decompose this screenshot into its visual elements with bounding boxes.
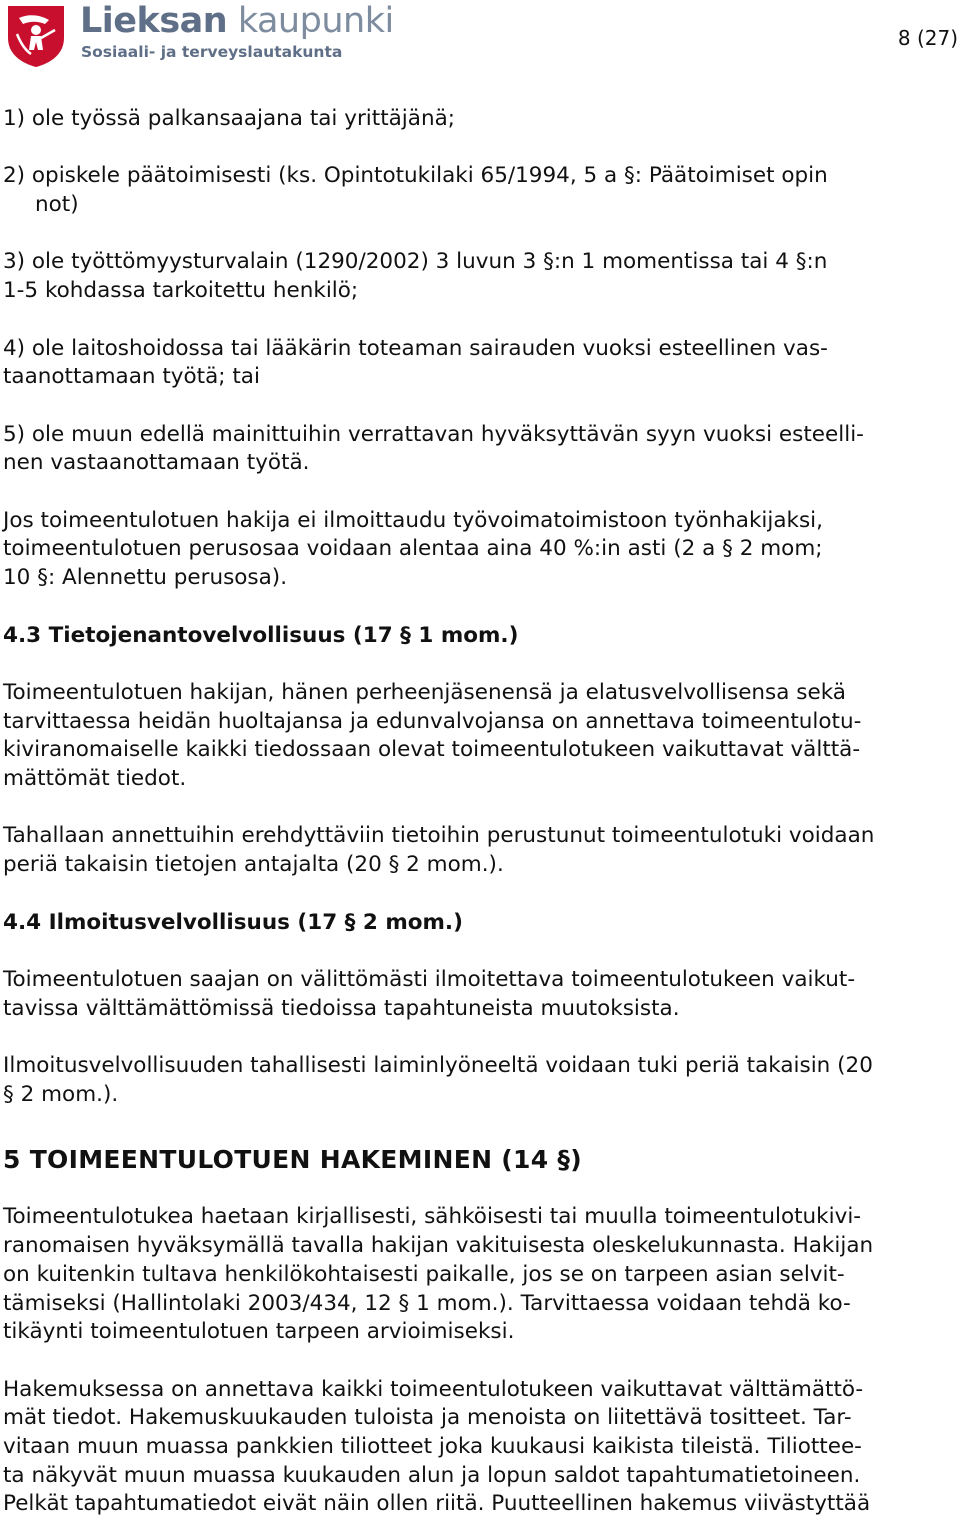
paragraph-line: toimeentulotuen perusosaa voidaan alentaa aina 40 %:in asti (2 a § 2 mom; (3, 536, 823, 562)
paragraph-line: Toimeentulotuen hakijan, hänen perheenjäsenensä ja elatusvelvollisensa sekä (3, 679, 846, 705)
section-heading-4-4: 4.4 Ilmoitusvelvollisuus (17 § 2 mom.) (3, 909, 463, 935)
paragraph-line: tarvittaessa heidän huoltajansa ja edunvalvojansa on annettava toimeentulotu- (3, 708, 862, 734)
logo-name-bold: Lieksan (80, 1, 228, 41)
list-item: 3) ole työttömyysturvalain (1290/2002) 3 luvun 3 §:n 1 momentissa tai 4 §:n (3, 249, 828, 275)
list-item: 4) ole laitoshoidossa tai lääkärin toteaman sairauden vuoksi esteellinen vas- (3, 335, 828, 361)
paragraph-line: mät tiedot. Hakemuskuukauden tuloista ja menoista on liitettävä tositteet. Tar- (3, 1405, 852, 1431)
paragraph-line: vitaan muun muassa pankkien tiliotteet joka kuukausi kaikista tileistä. Tiliottee- (3, 1434, 862, 1460)
page-number: 8 (27) (897, 26, 958, 50)
list-item: 5) ole muun edellä mainittuihin verrattavan hyväksyttävän syyn vuoksi esteelli- (3, 421, 864, 447)
paragraph-line: tavissa välttämättömissä tiedoissa tapahtuneista muutoksista. (3, 995, 680, 1021)
paragraph-line: mättömät tiedot. (3, 766, 187, 792)
paragraph-line: Ilmoitusvelvollisuuden tahallisesti laiminlyöneeltä voidaan tuki periä takaisin (20 (3, 1053, 873, 1079)
logo-subtitle: Sosiaali- ja terveyslautakunta (81, 43, 343, 61)
paragraph-line: Jos toimeentulotuen hakija ei ilmoittaudu työvoimatoimistoon työnhakijaksi, (3, 507, 823, 533)
paragraph-line: § 2 mom.). (3, 1081, 119, 1107)
list-item-continuation: taanottamaan työtä; tai (3, 364, 260, 390)
coat-of-arms-icon (5, 4, 67, 68)
paragraph-line: 10 §: Alennettu perusosa). (3, 565, 288, 591)
list-item: 2) opiskele päätoimisesti (ks. Opintotukilaki 65/1994, 5 a §: Päätoimiset opin (3, 163, 828, 189)
paragraph-line: periä takaisin tietojen antajalta (20 § 2 mom.). (3, 852, 504, 878)
logo-name-light: kaupunki (237, 1, 394, 41)
paragraph-line: ranomaisen hyväksymällä tavalla hakijan vakituisesta oleskelukunnasta. Hakijan (3, 1233, 874, 1259)
paragraph-line: tämiseksi (Hallintolaki 2003/434, 12 § 1 mom.). Tarvittaessa voidaan tehdä ko- (3, 1290, 851, 1316)
section-heading-4-3: 4.3 Tietojenantovelvollisuus (17 § 1 mom.) (3, 622, 519, 648)
document-body (3, 105, 958, 1519)
paragraph-line: ta näkyvät muun muassa kuukauden alun ja lopun saldot tapahtumatietoineen. (3, 1462, 861, 1488)
list-item: 1) ole työssä palkansaajana tai yrittäjänä; (3, 106, 455, 131)
chapter-heading-5: 5 TOIMEENTULOTUEN HAKEMINEN (14 §) (3, 1145, 582, 1175)
paragraph-line: Toimeentulotuen saajan on välittömästi ilmoitettava toimeentulotukeen vaikut- (3, 966, 856, 992)
list-item-continuation: nen vastaanottamaan työtä. (3, 450, 310, 476)
paragraph-line: Hakemuksessa on annettava kaikki toimeentulotukeen vaikuttavat välttämättö- (3, 1376, 864, 1402)
paragraph-line: on kuitenkin tultava henkilökohtaisesti paikalle, jos se on tarpeen asian selvit- (3, 1261, 845, 1287)
paragraph-line: tikäynti toimeentulotuen tarpeen arvioimiseksi. (3, 1319, 515, 1345)
list-item-continuation: 1-5 kohdassa tarkoitettu henkilö; (3, 278, 359, 304)
list-item-continuation: not) (35, 192, 79, 218)
logo-title (80, 0, 394, 42)
page-header (0, 0, 960, 80)
paragraph-line: Tahallaan annettuihin erehdyttäviin tietoihin perustunut toimeentulotuki voidaan (3, 823, 875, 849)
paragraph-line: Pelkät tapahtumatiedot eivät näin ollen riitä. Puutteellinen hakemus viivästyttää (3, 1491, 871, 1517)
paragraph-line: kiviranomaiselle kaikki tiedossaan olevat toimeentulotukeen vaikuttavat välttä- (3, 737, 861, 763)
paragraph-line: Toimeentulotukea haetaan kirjallisesti, sähköisesti tai muulla toimeentulotukivi- (3, 1204, 862, 1230)
